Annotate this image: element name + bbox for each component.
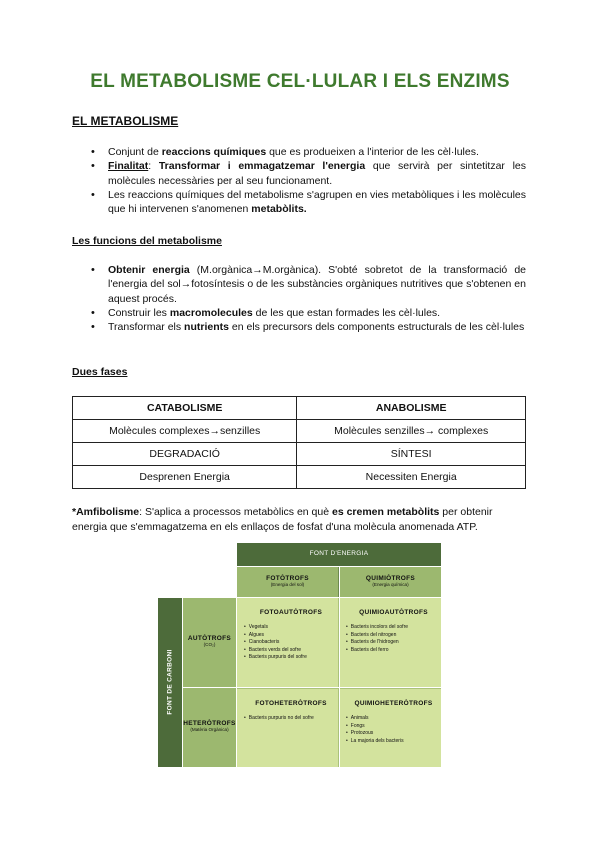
list-item: • Transformar els nutrients en els precursors dels components estructurals de les cèl·lules [108,320,526,334]
list-item: • Bacteris purpuris del sofre [244,654,338,662]
page-title: EL METABOLISME CEL·LULAR I ELS ENZIMS [90,71,510,92]
table-row [73,443,526,466]
metabolism-types-diagram [158,543,441,767]
list-item: • Animals [346,715,441,723]
list-item: • Bacteris de l'hidrogen [346,639,441,647]
list-item: • Bacteris incolors del sofre [346,624,441,632]
list-item: • Obtenir energia (M.orgànica→M.orgànica). S'obté sobretot de la transformació de l'energia del sol→fotosíntesis o de les substàncies orgàniques nutritives que s'obtenen en aquest procés. [108,263,526,306]
table-cell: DEGRADACIÓ [73,443,297,466]
phases-table [72,396,526,489]
table-header-row [73,397,526,420]
list-item: • Bacteris del ferro [346,647,441,655]
list-item: • Bacteris del nitrogen [346,632,441,640]
section-heading-funcions: Les funcions del metabolisme [72,235,222,247]
table-header: ANABOLISME [297,397,526,420]
row-header-autotrofs: AUTÒTROFS (CO₂) [183,598,236,687]
list-item: • Finalitat: Transformar i emmagatzemar l'energia que servirà per sintetitzar les molècules necessàries per al seu funcionament. [108,159,526,188]
list-item: • Bacteris verds del sofre [244,647,338,655]
column-header-fototrofs: FOTÒTROFS (Energia del sol) [237,567,339,597]
list-item: • La majoria dels bacteris [346,738,441,746]
funcions-list [108,263,526,334]
amfibolisme-paragraph: *Amfibolisme: S'aplica a processos metabòlics en què es cremen metabòlits per obtenir energia que s'emmagatzema en els enllaços de fosfat d'una molècula anomenada ATP. [72,506,493,533]
list-item: • Cianobacteris [244,639,338,647]
cell-fotoautotrofs: FOTOAUTÒTROFS • Vegetals • Algues • Cianobacteris • Bacteris verds del sofre • Bacteris purpuris del sofre [237,598,339,687]
carbon-source-header: FONT DE CARBONI [158,598,182,767]
metabolisme-list [108,145,526,216]
row-header-heterotrofs: HETERÒTROFS (Matèria Orgànica) [183,688,236,767]
energy-source-header: FONT D'ENERGIA [237,543,441,566]
table-row [73,466,526,489]
table-header: CATABOLISME [73,397,297,420]
table-cell: Necessiten Energia [297,466,526,489]
table-row [73,420,526,443]
table-cell: Molècules senzilles→ complexes [297,420,526,443]
list-item: • Fongs [346,723,441,731]
list-item: • Bacteris purpuris no del sofre [244,715,338,723]
cell-quimioautotrofs: QUIMIOAUTÒTROFS • Bacteris incolors del sofre • Bacteris del nitrogen • Bacteris de l'hidrogen • Bacteris del ferro [340,598,441,687]
column-header-quimiotrofs: QUIMIÒTROFS (Energia química) [340,567,441,597]
list-item: • Algues [244,632,338,640]
list-item: • Construir les macromolecules de les que estan formades les cèl·lules. [108,306,526,320]
table-cell: Desprenen Energia [73,466,297,489]
list-item: • Vegetals [244,624,338,632]
cell-quimioheterotrofs: QUIMIOHETERÒTROFS • Animals • Fongs • Protozous • La majoria dels bacteris [340,688,441,767]
list-item: • Les reaccions químiques del metabolisme s'agrupen en vies metabòliques i les molècules que hi intervenen s'anomenen metabòlits. [108,188,526,217]
section-heading-metabolisme: EL METABOLISME [72,114,179,128]
table-cell: Molècules complexes→senzilles [73,420,297,443]
section-heading-fases: Dues fases [72,366,128,378]
list-item: • Conjunt de reaccions químiques que es produeixen a l'interior de les cèl·lules. [108,145,526,159]
list-item: • Protozous [346,730,441,738]
cell-fotoheterotrofs: FOTOHETERÒTROFS • Bacteris purpuris no del sofre [237,688,339,767]
table-cell: SÍNTESI [297,443,526,466]
